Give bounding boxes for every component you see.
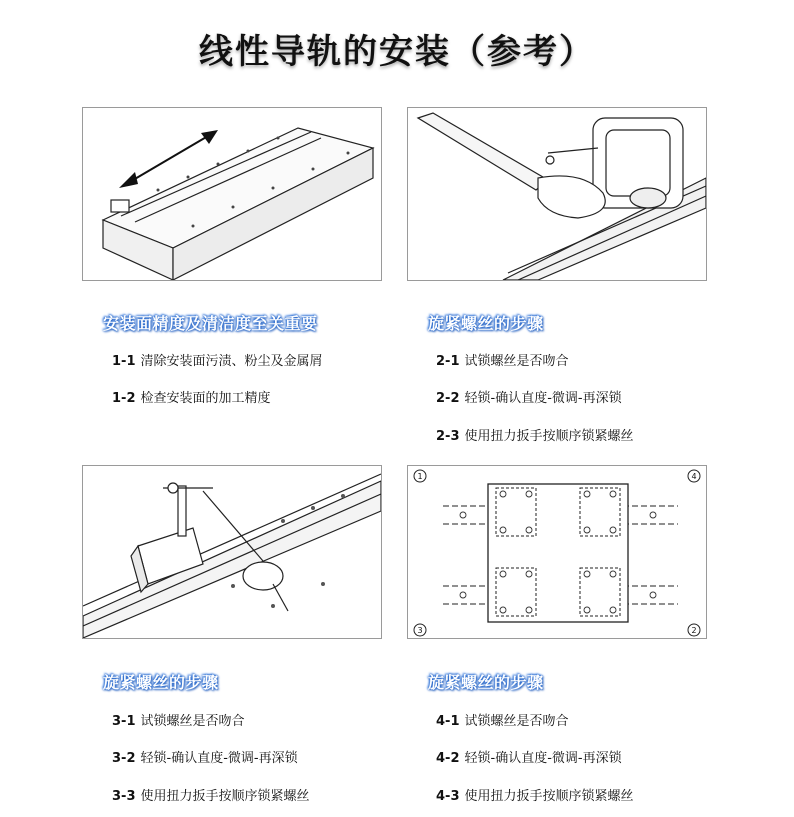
step-text: 清除安装面污渍、粉尘及金属屑 bbox=[140, 354, 323, 369]
step-number: 4-1 bbox=[436, 714, 460, 729]
step-4-3 bbox=[436, 785, 634, 804]
step-text: 试锁螺丝是否吻合 bbox=[140, 714, 245, 729]
tightening-order-diagram bbox=[407, 465, 707, 639]
step-number: 3-3 bbox=[112, 789, 136, 804]
step-1-2 bbox=[112, 387, 271, 406]
step-3-3 bbox=[112, 785, 310, 804]
step-text: 轻锁-确认直度-微调-再深锁 bbox=[140, 751, 298, 766]
step-text: 试锁螺丝是否吻合 bbox=[464, 714, 569, 729]
order-label-4: 4 bbox=[691, 472, 697, 481]
step-number: 3-1 bbox=[112, 714, 136, 729]
step-2-1 bbox=[436, 350, 569, 369]
step-number: 2-3 bbox=[436, 429, 460, 444]
step-text: 试锁螺丝是否吻合 bbox=[464, 354, 569, 369]
step-text: 轻锁-确认直度-微调-再深锁 bbox=[464, 391, 622, 406]
section-4-heading: 旋紧螺丝的步骤 bbox=[428, 673, 544, 692]
step-number: 2-1 bbox=[436, 354, 460, 369]
page-title: 线性导轨的安装（参考） bbox=[199, 32, 595, 72]
step-3-2 bbox=[112, 747, 298, 766]
step-number: 2-2 bbox=[436, 391, 460, 406]
clamp-wrench-illustration bbox=[407, 107, 707, 281]
order-label-1: 1 bbox=[417, 472, 423, 481]
step-text: 检查安装面的加工精度 bbox=[140, 391, 271, 406]
step-3-1 bbox=[112, 710, 245, 729]
dial-indicator-illustration bbox=[82, 465, 382, 639]
section-2-heading: 旋紧螺丝的步骤 bbox=[428, 314, 544, 333]
step-4-1 bbox=[436, 710, 569, 729]
step-text: 使用扭力扳手按顺序锁紧螺丝 bbox=[464, 429, 634, 444]
order-label-2: 2 bbox=[691, 626, 697, 635]
step-text: 使用扭力扳手按顺序锁紧螺丝 bbox=[464, 789, 634, 804]
section-3-heading: 旋紧螺丝的步骤 bbox=[103, 673, 219, 692]
mounting-surface-illustration bbox=[82, 107, 382, 281]
step-number: 3-2 bbox=[112, 751, 136, 766]
step-number: 4-2 bbox=[436, 751, 460, 766]
order-label-3: 3 bbox=[417, 626, 423, 635]
step-4-2 bbox=[436, 747, 622, 766]
step-2-3 bbox=[436, 425, 634, 444]
step-1-1 bbox=[112, 350, 323, 369]
step-text: 轻锁-确认直度-微调-再深锁 bbox=[464, 751, 622, 766]
step-number: 1-2 bbox=[112, 391, 136, 406]
step-text: 使用扭力扳手按顺序锁紧螺丝 bbox=[140, 789, 310, 804]
step-2-2 bbox=[436, 387, 622, 406]
section-1-heading: 安装面精度及清洁度至关重要 bbox=[103, 314, 318, 333]
step-number: 4-3 bbox=[436, 789, 460, 804]
step-number: 1-1 bbox=[112, 354, 136, 369]
